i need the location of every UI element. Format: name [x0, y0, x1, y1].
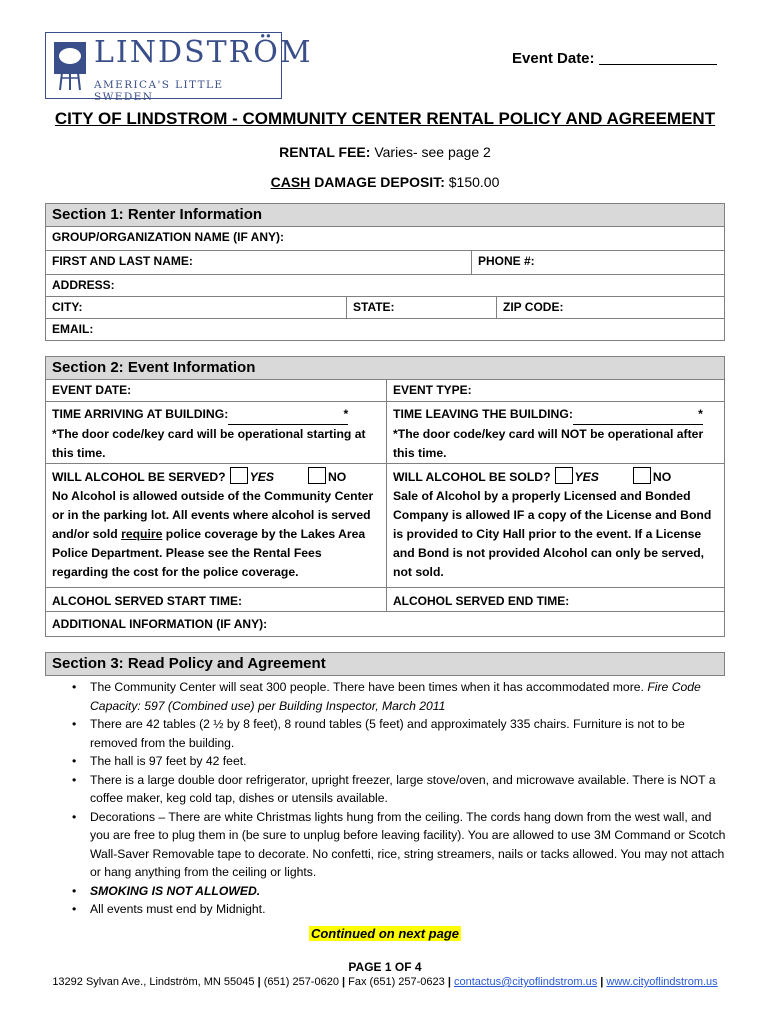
event-date-label: Event Date:: [512, 50, 595, 67]
address-field[interactable]: ADDRESS:: [45, 275, 725, 297]
served-no-label: NO: [327, 470, 347, 484]
section2-heading: Section 2: Event Information: [45, 356, 725, 380]
alcohol-end-time-field[interactable]: ALCOHOL SERVED END TIME:: [386, 588, 725, 611]
alcohol-sold-cell: [386, 464, 725, 587]
sold-text-bold: If a License and Bond is not provided Alcohol can only be served, not sold.: [393, 527, 705, 579]
served-text-bold: Please see the Rental Fees regarding the cost for the police coverage.: [52, 546, 322, 579]
fire-code-note: Fire Code Capacity: 597 (Combined use) per Building Inspector, March 2011: [90, 680, 701, 713]
leaving-note-bold-2: after: [676, 427, 704, 441]
email-field[interactable]: EMAIL:: [45, 319, 725, 341]
footer-sep-3: |: [447, 976, 451, 988]
deposit-cash-label: CASH: [270, 174, 311, 190]
state-field[interactable]: STATE:: [346, 297, 496, 318]
footer-address: 13292 Sylvan Ave., Lindström, MN 55045: [52, 976, 255, 988]
phone-field[interactable]: PHONE #:: [471, 251, 725, 274]
alcohol-sold-question: WILL ALCOHOL BE SOLD?: [393, 470, 551, 484]
logo-title: LINDSTRÖM: [94, 35, 313, 70]
arriving-time-input[interactable]: *: [228, 405, 348, 425]
document-title: CITY OF LINDSTROM - COMMUNITY CENTER RENTAL POLICY AND AGREEMENT: [54, 109, 716, 128]
zip-field[interactable]: ZIP CODE:: [496, 297, 725, 318]
rental-fee-label: RENTAL FEE:: [279, 144, 371, 160]
leaving-label: TIME LEAVING THE BUILDING:: [393, 407, 573, 421]
page-number: PAGE 1 OF 4: [348, 960, 422, 974]
footer-phone: (651) 257-0620: [263, 976, 339, 988]
water-tower-icon: [52, 40, 88, 92]
sold-text: Sale of Alcohol by a properly Licensed and Bonded Company is allowed IF a copy of the License and Bond is provided to City Hall prior to the event.: [393, 489, 712, 541]
rental-fee-line: [0, 144, 770, 160]
sold-no-label: NO: [652, 470, 672, 484]
group-name-field[interactable]: GROUP/ORGANIZATION NAME (IF ANY):: [45, 227, 725, 251]
arriving-note: *The door code/key card will be operational: [52, 427, 307, 441]
rental-fee-value: Varies- see page 2: [374, 144, 491, 160]
section1-heading: Section 1: Renter Information: [45, 203, 725, 227]
policy-item-tables: • There are 42 tables (2 ½ by 8 feet), 8 round tables (5 feet) and approximately 335 chairs. Furniture is not to be removed from the building.: [64, 715, 726, 752]
sold-yes-label: YES: [574, 470, 599, 484]
city-state-zip-row: [45, 297, 725, 319]
city-logo: [45, 32, 313, 103]
city-field[interactable]: CITY:: [52, 300, 83, 314]
event-date-type-row: [45, 380, 725, 402]
policy-item-hall-size: • The hall is 97 feet by 42 feet.: [64, 752, 726, 771]
policy-list: [64, 678, 726, 919]
deposit-label: DAMAGE DEPOSIT:: [314, 174, 445, 190]
continued-note: Continued on next page: [310, 926, 460, 941]
event-date-header: [512, 50, 717, 67]
event-type-field[interactable]: EVENT TYPE:: [386, 380, 725, 401]
deposit-line: [0, 174, 770, 190]
footer-email-link[interactable]: contactus@cityoflindstrom.us: [453, 976, 598, 988]
leaving-note-end: this time.: [393, 446, 447, 460]
arriving-note-bold: starting: [306, 427, 352, 441]
alcohol-time-row: [45, 588, 725, 612]
leaving-time-input[interactable]: *: [573, 405, 703, 425]
leaving-note-mid: be operational: [586, 427, 677, 441]
policy-item-decorations: • Decorations – There are white Christmas lights hung from the ceiling. The cords hang down from the west wall, and you are free to plug them in (be sure to unplug before leaving facility). You are allowed to use 3M Command or Scotch Wall-Saver Removable tape to decorate. No confetti, rice, string streamers, nails or tacks allowed. You may not attach or hang anything from the ceiling or lights.: [64, 808, 726, 882]
footer-sep-1: |: [257, 976, 261, 988]
alcohol-row: [45, 464, 725, 588]
served-text-require: require: [121, 527, 163, 541]
event-date-input-line[interactable]: [599, 64, 717, 65]
event-date-field[interactable]: EVENT DATE:: [52, 383, 132, 397]
footer-sep-2: |: [342, 976, 346, 988]
logo-subtitle: AMERICA'S LITTLE SWEDEN: [94, 79, 224, 103]
served-yes-label: YES: [249, 470, 274, 484]
arriving-note-end: at this time.: [52, 427, 366, 460]
arrival-leaving-row: [45, 402, 725, 464]
sold-no-checkbox[interactable]: [633, 467, 651, 484]
alcohol-start-time-field[interactable]: ALCOHOL SERVED START TIME:: [52, 594, 243, 608]
sold-yes-checkbox[interactable]: [555, 467, 573, 484]
leaving-note: *The door code/key card will: [393, 427, 561, 441]
policy-item-smoking: • SMOKING IS NOT ALLOWED.: [64, 882, 726, 901]
arriving-label: TIME ARRIVING AT BUILDING:: [52, 407, 229, 421]
leaving-cell: [386, 402, 725, 463]
footer: [0, 976, 770, 988]
additional-info-field[interactable]: ADDITIONAL INFORMATION (IF ANY):: [45, 612, 725, 637]
policy-item-capacity: • The Community Center will seat 300 people. There have been times when it has accommodated more. Fire Code Capacity: 597 (Combined use) per Building Inspector, March 2011: [64, 678, 726, 715]
section3-heading: Section 3: Read Policy and Agreement: [45, 652, 725, 676]
served-text: No Alcohol is allowed outside of the Community Center or in the parking lot. All events where alcohol is served and/or sold: [52, 489, 374, 541]
name-phone-row: [45, 251, 725, 275]
footer-fax: Fax (651) 257-0623: [348, 976, 445, 988]
deposit-value: $150.00: [448, 174, 500, 190]
alcohol-served-question: WILL ALCOHOL BE SERVED?: [52, 470, 226, 484]
served-text-mid: police coverage by the Lakes Area Police Department.: [52, 527, 366, 560]
alcohol-served-cell: [46, 464, 386, 585]
leaving-note-bold-1: NOT: [560, 427, 587, 441]
arriving-cell: [46, 402, 386, 466]
footer-website-link[interactable]: www.cityoflindstrom.us: [606, 976, 718, 988]
served-no-checkbox[interactable]: [308, 467, 326, 484]
served-yes-checkbox[interactable]: [230, 467, 248, 484]
footer-sep-4: |: [600, 976, 604, 988]
first-last-name-field[interactable]: FIRST AND LAST NAME:: [52, 254, 193, 268]
policy-item-appliances: • There is a large double door refrigerator, upright freezer, large stove/oven, and microwave available. There is NOT a coffee maker, keg cold tap, dishes or utensils available.: [64, 771, 726, 808]
policy-item-midnight: • All events must end by Midnight.: [64, 900, 726, 919]
